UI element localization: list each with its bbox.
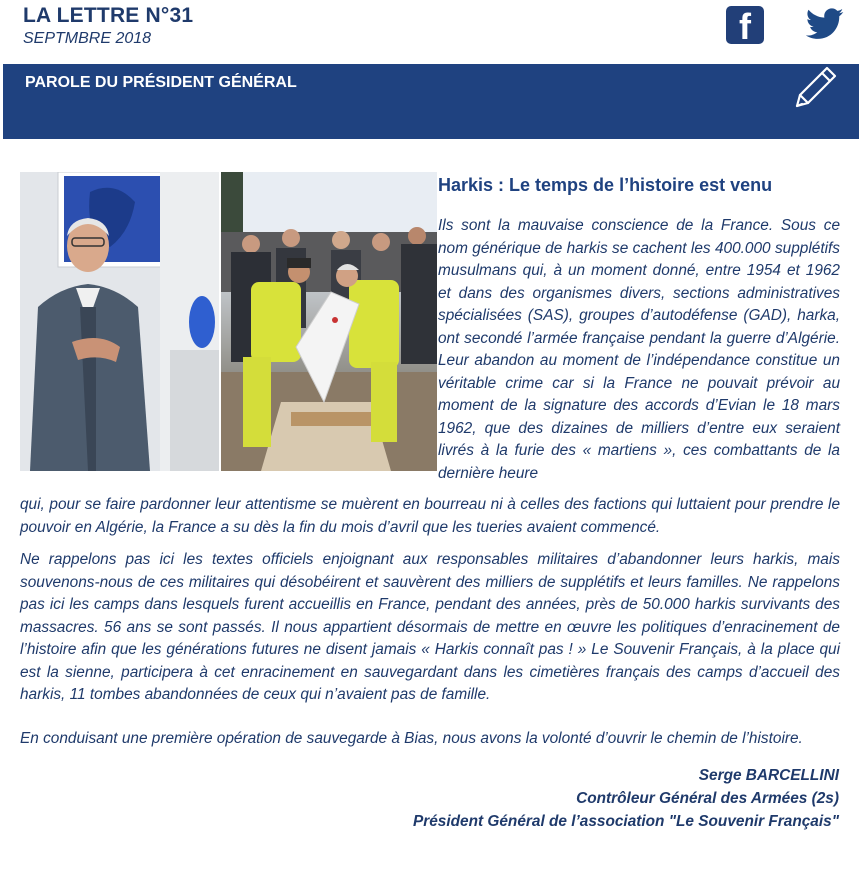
article-content	[0, 139, 859, 873]
twitter-icon	[806, 8, 844, 40]
paragraph-body: Ne rappelons pas ici les textes officiels enjoignant aux responsables militaires d’abandonner leurs harkis, mais souvenons-nous de ces militaires qui désobéirent et sauvèrent des milliers de supplétifs et leurs familles. Ne rappelons pas ici les camps dans lesquels furent accueillis en France, pendant des années, près de 50.000 harkis survivants des massacres. 56 ans se sont passés. Il nous appartient désormais de mettre en œuvre les politiques d’enracinement de l’histoire afin que les générations futures ne disent jamais « Harkis connaît pas ! » Le Souvenir Français, à la place qui est la sienne, participera à cet enracinement en sauvegardant dans les cimetières français des camps d’accueil des harkis, 11 tombes abandonnées de ceux qui n’avaient pas de famille.	[20, 551, 840, 703]
paragraph-intro: Ils sont la mauvaise conscience de la France. Sous ce nom générique de harkis se cachent les 400.000 supplétifs musulmans qui, à un moment donné, entre 1954 et 1962 et dans des organismes divers, sections administratives spécialisées (SAS), groupes d’autodéfense (GAD), harka, ont secondé l’armée française pendant la guerre d’Algérie. Leur abandon au moment de l’indépendance constitue un véritable crime car si la France ne pouvait prévoir au moment de la signature des accords d’Evian le 18 mars 1962, que des dizaines de milliers d’entre eux seraient livrés à la furie des « martiens », ces combattants de la dernière heure	[438, 217, 840, 482]
portrait-illustration	[20, 172, 219, 471]
paragraph-intro-continued: qui, pour se faire pardonner leur attentisme se muèrent en bourreau ni à celles des factions qui luttaient pour prendre le pouvoir en Algérie, la France a su dès la fin du mois d’avril que les tueries avaient commencé.	[20, 496, 840, 536]
signature-name: Serge BARCELLINI	[698, 767, 839, 784]
newsletter-header	[0, 0, 859, 64]
twitter-link[interactable]	[806, 8, 844, 40]
facebook-link[interactable]	[726, 6, 764, 47]
photo-ceremony	[221, 172, 437, 471]
section-title: PAROLE DU PRÉSIDENT GÉNÉRAL	[25, 74, 297, 91]
signature-role-2: Président Général de l’association "Le Souvenir Français"	[412, 813, 839, 830]
photo-portrait	[20, 172, 219, 471]
issue-date: SEPTMBRE 2018	[23, 30, 152, 47]
issue-title: LA LETTRE N°31	[23, 4, 194, 27]
article-title: Harkis : Le temps de l’histoire est venu	[438, 175, 773, 195]
signature-role-1: Contrôleur Général des Armées (2s)	[576, 790, 839, 807]
facebook-icon: f	[739, 6, 751, 47]
ceremony-illustration	[221, 172, 437, 471]
section-banner	[3, 64, 859, 139]
paragraph-closing: En conduisant une première opération de sauvegarde à Bias, nous avons la volonté d’ouvrir le chemin de l’histoire.	[20, 730, 803, 747]
pencil-icon	[789, 64, 841, 112]
